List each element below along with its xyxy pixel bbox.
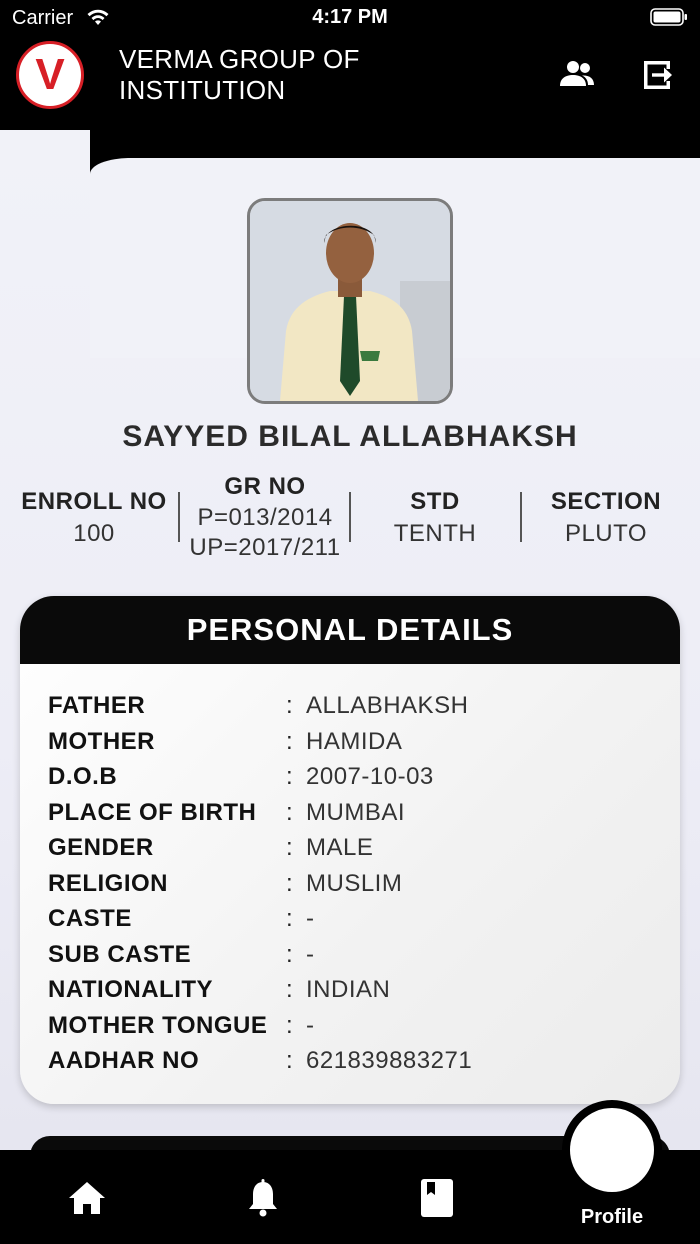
app-title-line2: INSTITUTION — [119, 75, 286, 105]
gr-column — [184, 473, 346, 562]
profile-tab[interactable] — [562, 1100, 662, 1200]
app-title — [119, 44, 419, 106]
app-title-line1: VERMA GROUP OF — [119, 44, 360, 74]
detail-label: NATIONALITY — [48, 976, 214, 1003]
detail-value: INDIAN — [306, 976, 391, 1003]
detail-row — [48, 1012, 668, 1048]
detail-row — [48, 941, 668, 977]
detail-colon: : — [286, 976, 293, 1003]
detail-row — [48, 905, 668, 941]
std-column — [355, 488, 515, 548]
detail-row — [48, 763, 668, 799]
detail-row — [48, 799, 668, 835]
profile-tab-label[interactable]: Profile — [580, 1206, 644, 1228]
detail-label: AADHAR NO — [48, 1047, 200, 1074]
detail-value: 2007-10-03 — [306, 763, 434, 790]
detail-colon: : — [286, 1011, 293, 1039]
detail-row — [48, 870, 668, 906]
detail-value: MUSLIM — [306, 869, 403, 897]
summary-divider — [349, 492, 351, 542]
book-icon[interactable] — [417, 1178, 457, 1218]
carrier-label: Carrier — [12, 7, 74, 29]
status-time: 4:17 PM — [312, 6, 388, 28]
battery-icon — [650, 8, 688, 26]
logo-letter: V — [35, 50, 65, 99]
status-bar — [0, 0, 700, 36]
logout-icon[interactable] — [640, 58, 678, 92]
gr-label: GR NO — [224, 473, 306, 500]
detail-row — [48, 834, 668, 870]
detail-colon: : — [286, 763, 293, 790]
personal-details-card — [20, 596, 680, 1104]
section-value: PLUTO — [564, 520, 648, 547]
section-column — [526, 488, 686, 548]
detail-label: MOTHER TONGUE — [48, 1011, 268, 1039]
std-label: STD — [410, 488, 460, 515]
detail-label: MOTHER — [48, 727, 155, 755]
detail-value: - — [306, 940, 315, 968]
detail-value: - — [306, 905, 315, 932]
summary-divider — [178, 492, 180, 542]
detail-label: PLACE OF BIRTH — [48, 798, 257, 826]
enroll-label: ENROLL NO — [21, 488, 167, 515]
profile-tab-circle[interactable] — [570, 1108, 654, 1192]
bell-icon[interactable] — [243, 1178, 283, 1218]
detail-label: RELIGION — [48, 869, 169, 897]
student-name: SAYYED BILAL ALLABHAKSH — [122, 420, 578, 453]
detail-label: FATHER — [48, 692, 146, 719]
student-photo-image — [250, 201, 450, 401]
std-value: TENTH — [393, 520, 477, 547]
detail-colon: : — [286, 834, 293, 861]
detail-value: - — [306, 1011, 315, 1039]
detail-value: 621839883271 — [306, 1047, 473, 1074]
detail-label: CASTE — [48, 905, 132, 932]
home-icon[interactable] — [67, 1178, 107, 1218]
enroll-value: 100 — [73, 520, 115, 547]
detail-value: HAMIDA — [306, 727, 403, 755]
section-label: SECTION — [550, 488, 662, 515]
detail-colon: : — [286, 692, 293, 719]
detail-colon: : — [286, 798, 293, 826]
enroll-column — [14, 488, 174, 548]
detail-colon: : — [286, 1047, 293, 1074]
student-photo — [247, 198, 453, 404]
institution-logo — [16, 41, 84, 109]
app-header — [0, 36, 700, 146]
detail-label: D.O.B — [48, 763, 118, 790]
personal-details-title: PERSONAL DETAILS — [20, 596, 680, 664]
detail-row — [48, 728, 668, 764]
student-summary — [0, 472, 700, 564]
detail-colon: : — [286, 905, 293, 932]
detail-value: ALLABHAKSH — [306, 692, 469, 719]
users-icon[interactable] — [558, 58, 596, 92]
detail-value: MALE — [306, 834, 374, 861]
detail-colon: : — [286, 869, 293, 897]
detail-colon: : — [286, 940, 293, 968]
detail-label: GENDER — [48, 834, 154, 861]
summary-divider — [520, 492, 522, 542]
detail-row — [48, 1047, 668, 1083]
detail-row — [48, 976, 668, 1012]
detail-row — [48, 692, 668, 728]
gr-value-2: UP=2017/211 — [189, 534, 341, 561]
detail-label: SUB CASTE — [48, 940, 192, 968]
detail-value: MUMBAI — [306, 798, 405, 826]
detail-colon: : — [286, 727, 293, 755]
gr-value-1: P=013/2014 — [197, 504, 333, 531]
